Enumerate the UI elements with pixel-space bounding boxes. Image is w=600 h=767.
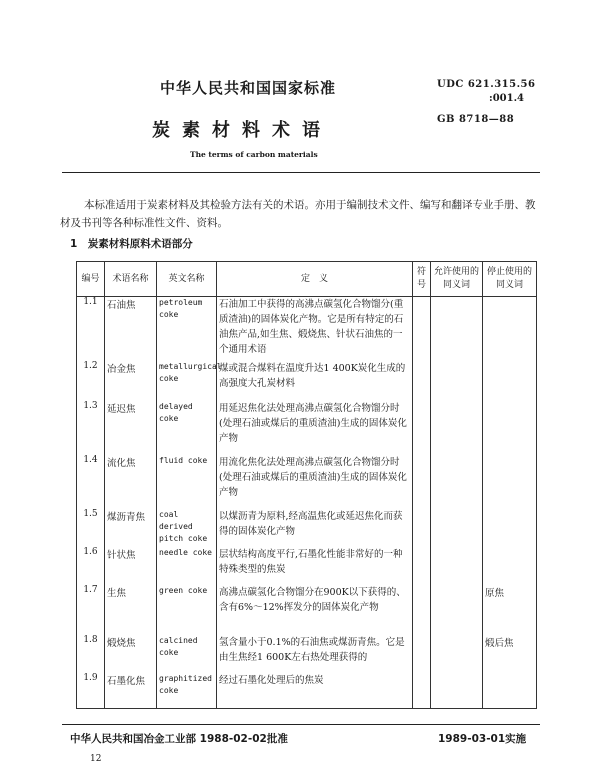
term-name: 石墨化焦 (105, 673, 157, 709)
section-heading: 1 炭素材料原料术语部分 (70, 238, 193, 250)
col-header-obsolete-synonym: 停止使用的同义词 (483, 262, 537, 297)
term-number: 1.1 (77, 297, 105, 361)
approval-statement: 中华人民共和国冶金工业部 1988-02-02批准 (70, 733, 288, 745)
term-english: coal derived pitch coke (157, 509, 217, 547)
udc-code: UDC 621.315.56 (437, 79, 536, 90)
term-obsolete-synonym (483, 455, 537, 509)
table-row (77, 297, 537, 361)
table-row (77, 673, 537, 709)
table-row (77, 509, 537, 547)
gb-number: GB 8718—88 (437, 114, 515, 125)
term-name: 石油焦 (105, 297, 157, 361)
col-header-definition: 定 义 (217, 262, 413, 297)
standard-title: 中华人民共和国国家标准 (160, 79, 337, 97)
table-row (77, 455, 537, 509)
table-row (77, 635, 537, 673)
term-english: calcined coke (157, 635, 217, 673)
term-obsolete-synonym (483, 361, 537, 401)
term-symbol (413, 509, 431, 547)
table-row (77, 401, 537, 455)
term-number: 1.3 (77, 401, 105, 455)
term-name: 煅烧焦 (105, 635, 157, 673)
term-allowed-synonym (431, 673, 483, 709)
term-definition: 用流化焦化法处理高沸点碳氢化合物馏分时(处理石油或煤后的重质渣油)生成的固体炭化产物 (217, 455, 413, 509)
term-name: 流化焦 (105, 455, 157, 509)
col-header-allowed-synonym: 允许使用的同义词 (431, 262, 483, 297)
term-definition: 石油加工中获得的高沸点碳氢化合物馏分(重质渣油)的固体炭化产物。它是所有特定的石油焦产品,如生焦、煅烧焦、针状石油焦的一个通用术语 (217, 297, 413, 361)
term-number: 1.2 (77, 361, 105, 401)
term-name: 冶金焦 (105, 361, 157, 401)
term-english: delayed coke (157, 401, 217, 455)
term-english: fluid coke (157, 455, 217, 509)
term-name: 生焦 (105, 585, 157, 635)
term-allowed-synonym (431, 635, 483, 673)
term-allowed-synonym (431, 361, 483, 401)
term-english: graphitized coke (157, 673, 217, 709)
table-row (77, 585, 537, 635)
footer-rule (62, 724, 540, 725)
intro-paragraph: 本标准适用于炭素材料及其检验方法有关的术语。亦用于编制技术文件、编写和翻译专业手册、教材及书刊等各种标准性文件、资料。 (60, 199, 536, 229)
term-symbol (413, 673, 431, 709)
term-obsolete-synonym (483, 297, 537, 361)
term-allowed-synonym (431, 509, 483, 547)
page-number: 12 (90, 754, 102, 764)
term-definition: 经过石墨化处理后的焦炭 (217, 673, 413, 709)
term-obsolete-synonym: 煅后焦 (483, 635, 537, 673)
term-english: needle coke (157, 547, 217, 585)
term-symbol (413, 635, 431, 673)
terms-table (76, 261, 537, 709)
term-number: 1.5 (77, 509, 105, 547)
term-obsolete-synonym (483, 509, 537, 547)
term-obsolete-synonym (483, 673, 537, 709)
implementation-date: 1989-03-01实施 (438, 733, 527, 745)
term-allowed-synonym (431, 455, 483, 509)
term-number: 1.4 (77, 455, 105, 509)
term-definition: 以煤沥青为原料,经高温焦化或延迟焦化而获得的固体炭化产物 (217, 509, 413, 547)
document-title: 炭素材料术语 (152, 120, 332, 141)
table-header-row (77, 262, 537, 297)
term-symbol (413, 361, 431, 401)
term-allowed-synonym (431, 297, 483, 361)
term-name: 延迟焦 (105, 401, 157, 455)
term-english: green coke (157, 585, 217, 635)
term-number: 1.6 (77, 547, 105, 585)
term-symbol (413, 585, 431, 635)
term-obsolete-synonym (483, 401, 537, 455)
term-number: 1.9 (77, 673, 105, 709)
header-rule (62, 172, 540, 173)
term-number: 1.7 (77, 585, 105, 635)
term-symbol (413, 547, 431, 585)
term-number: 1.8 (77, 635, 105, 673)
term-allowed-synonym (431, 547, 483, 585)
term-english: metallurgical coke (157, 361, 217, 401)
col-header-term: 术语名称 (105, 262, 157, 297)
term-symbol (413, 297, 431, 361)
term-definition: 用延迟焦化法处理高沸点碳氢化合物馏分时(处理石油或煤后的重质渣油)生成的固体炭化产物 (217, 401, 413, 455)
term-allowed-synonym (431, 401, 483, 455)
col-header-no: 编号 (77, 262, 105, 297)
term-definition: 氢含量小于0.1%的石油焦或煤沥青焦。它是由生焦经1 600K左右热处理获得的 (217, 635, 413, 673)
term-obsolete-synonym (483, 547, 537, 585)
term-definition: 高沸点碳氢化合物馏分在900K以下获得的、含有6%～12%挥发分的固体炭化产物 (217, 585, 413, 635)
col-header-english: 英文名称 (157, 262, 217, 297)
term-name: 煤沥青焦 (105, 509, 157, 547)
udc-code-suffix: :001.4 (489, 93, 525, 104)
english-title: The terms of carbon materials (190, 150, 318, 159)
term-english: petroleum coke (157, 297, 217, 361)
term-name: 针状焦 (105, 547, 157, 585)
term-definition: 层状结构高度平行,石墨化性能非常好的一种特殊类型的焦炭 (217, 547, 413, 585)
table-row (77, 361, 537, 401)
term-symbol (413, 401, 431, 455)
term-obsolete-synonym: 原焦 (483, 585, 537, 635)
table-row (77, 547, 537, 585)
col-header-symbol: 符号 (413, 262, 431, 297)
term-allowed-synonym (431, 585, 483, 635)
term-symbol (413, 455, 431, 509)
term-definition: 煤或混合煤料在温度升达1 400K炭化生成的高强度大孔炭材料 (217, 361, 413, 401)
